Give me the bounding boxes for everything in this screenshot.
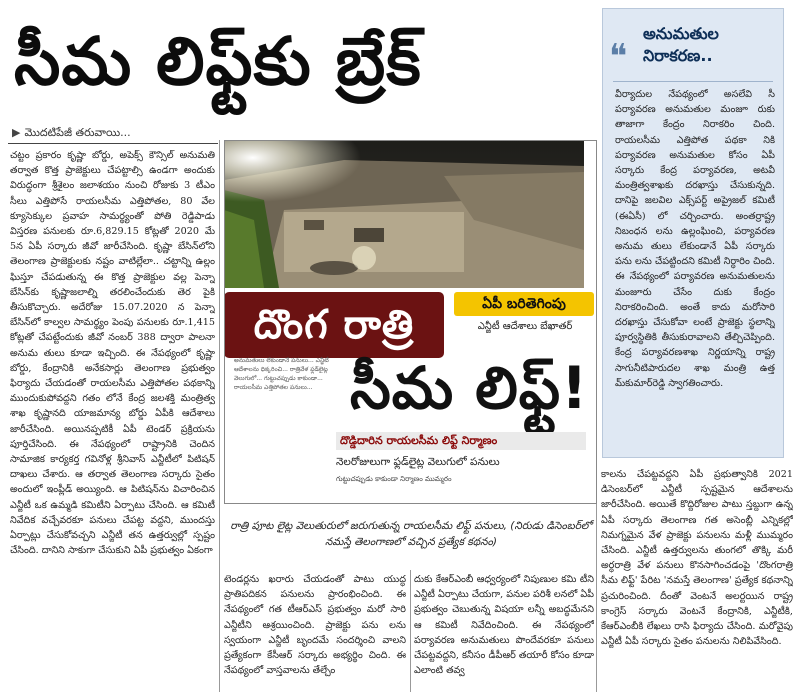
quote-icon: ❝: [609, 37, 628, 77]
subhead-1: దొడ్డిదారిన రాయలసీమ లిఫ్ట్ నిర్మాణం: [340, 434, 498, 447]
column-divider: [410, 570, 411, 692]
seema-lift-title: సీమ లిఫ్ట్!: [350, 354, 589, 422]
article-column-4: కాలను చేపట్టవద్దని ఏపీ ప్రభుత్వానికి 2021 డిసెంబర్‌లో ఎన్జీటీ స్పష్టమైన ఆదేశాలను జారీచేసింది. అయితే కొద్దిరోజుల పాటు స్తబ్దుగా ఉన్న ఏపీ సర్కారు తెలంగాణ గత అసెంబ్లీ ఎన్నికల్లో నిమగ్నమైన వేళ ప్రాజెక్టు పనులను మళ్లీ ముమ్మరం చేసింది. ఎన్జీటీ ఉత్తర్వులను తుంగలో తొక్కి మరీ అర్ధరాత్రి వేళ పనులు కొనసాగించడంపై 'దొంగరాత్రి సీమ లిఫ్ట్' పేరిట 'నమస్తే తెలంగాణ' ప్రత్యేక కథనాన్ని ప్రచురించింది. దీంతో వెంటనే అలర్టయిన రాష్ట్ర కాంగ్రెస్ సర్కారు వెంటనే కేంద్రానికి, ఎన్జీటీకి, కేఆర్ఎంబీకి లేఖలు రాసి ఫిర్యాదు చేసింది. మరోవైపు ఎన్జీటీ ఏపీ సర్కారు సైతం పనులను నిలిపివేసింది.: [601, 469, 793, 648]
sidebar-title: అనుమతుల నిరాకరణ..: [643, 24, 719, 65]
construction-site-photo: [224, 140, 584, 288]
ngt-line: ఎన్జీటీ ఆదేశాలు బేఖాతర్: [477, 321, 573, 332]
photo-caption: రాత్రి పూట లైట్ల వెలుతురులో జరుగుతున్న రాయలసీమ లిఫ్ట్ పనులు, (నిరుడు డిసెంబర్‌లో నమస్తే తెలంగాణలో వచ్చిన ప్రత్యేక కథనం): [230, 520, 592, 548]
kicker-rule: [8, 143, 218, 144]
ap-banner-text: ఏపీ బరితెగింపు: [482, 296, 566, 312]
sidebar-box: [602, 8, 784, 458]
column-divider: [219, 140, 220, 692]
clip-text: అనుమతులు లేకుండానే పనులు... ఎన్జీటీ ఆదేశాలను ధిక్కరించి... రాత్రివేళ ఫ్లడ్‌లైట్ల వెలుగులో... గుట్టుచప్పుడు కాకుండా... రాయలసీమ ఎత్తిపోతల పనులు...: [234, 357, 329, 391]
tiny-line: గుట్టుచప్పుడు కాకుండా నిర్మాణం ముమ్మరం: [336, 475, 452, 483]
headline: సీమ లిఫ్ట్‌కు బ్రేక్: [14, 23, 422, 100]
article-column-3: దుకు కేఆర్ఎంబీ ఆధ్వర్యంలో నిపుణుల కమి టీని ఎన్జీటీ ఏర్పాటు చేయగా, పనుల పరిశీ లనలో ఏపీ ప్రభుత్వం చెబుతున్న విషయా లన్నీ అబద్ధమేనని ఆ కమిటీ నివేదించింది. ఈ నేపథ్యంలో పర్యావరణ అనుమతులు పొందేవరకూ పనులు చేపట్టవద్దని, కనీసం డీపీఆర్ తయారీ కోసం కూడా ఎలాంటి తవ్వ: [414, 574, 594, 677]
kicker-text: మొదటిపేజీ తరువాయి...: [24, 126, 131, 139]
article-column-2: టెండర్లను ఖరారు చేయడంతో పాటు యుద్ధ ప్రాతిపదికన పనులను ప్రారంభించింది. ఈ నేపథ్యంలో గత టీఆర్ఎస్ ప్రభుత్వం మరో సారి ఎన్జీటీని ఆశ్రయించింది. ప్రాజెక్టు పను లను స్వయంగా ఎన్జీటీ బృందమే సందర్శించి వాలని ప్రత్యేకంగా కేసీఆర్ సర్కారు అభ్యర్థిం చింది. ఈ నేపథ్యంలో వాస్తవాలను తేల్చేం: [224, 574, 406, 677]
sidebar-rule: [613, 81, 773, 82]
article-column-1: చట్టం ప్రకారం కృష్ణా బోర్డు, అపెక్స్ కౌన్సిల్ అనుమతి తర్వాత కొత్త ప్రాజెక్టులు చేపట్టాల్సి ఉండగా అందుకు విరుద్ధంగా శ్రీశైలం జలాశయం నుంచి రోజుకు 3 టీఎం సీలు ఎత్తిపోసే రాయలసీమ ఎత్తిపోతల, 80 వేల క్యూసెక్కుల ప్రవాహ సామర్థ్యంతో పోతి రెడ్డిపాడు విస్తరణ పనులకు రూ.6,829.15 కోట్లతో 2020 మే 5న ఏపీ సర్కారు జీవో జారీచేసింది. కృష్ణా బేసిన్‌లోని తెలంగాణ ప్రాజెక్టులకు నష్టం వాటిల్లేలా.. చట్టాన్ని ఉల్లం ఘిస్తూ చేపడుతున్న ఈ కొత్త ప్రాజెక్టుల వల్ల పెన్నా బేసిన్‌కు కృష్ణాజలాల్ని తరలించేందుకు తెర పైకి తీసుకొచ్చారు. అదేరోజు 15.07.2020 న పెన్నా బేసిన్‌లో కాల్వల సామర్థ్యం పెంపు పనులకు రూ.1,415 కోట్లతో చేపట్టేందుకు జీవో నంబర్ 388 ద్వారా పాలనా అనుమ తులు కూడా ఇచ్చింది. ఈ నేపథ్యంలో కృష్ణా బోర్డు, కేంద్రానికి అనేకసార్లు తెలంగాణ ప్రభుత్వం ఫిర్యాదు చేయడంతో రాయలసీమ ఎత్తిపోతల పథకాన్ని ముందుకుపోవద్దని గతం లోనే కేంద్ర జలశక్తి మంత్రిత్వ శాఖ కృష్ణానది యాజమాన్య బోర్డు ఏపీకి ఆదేశాలు జారీచేసింది. అయినప్పటికీ ఏపీ టెండర్ ప్రక్రియను పూర్తిచేసింది. ఈ నేపథ్యంలో రాష్ట్రానికి చెందిన సామాజిక కార్యకర్త గవినోళ్ల శ్రీనివాస్ ఎన్జీటీలో పిటిషన్ దాఖలు చేశారు. ఆ తర్వాత తెలంగాణ సర్కారు సైతం అందులో ఇంప్లీడ్ అయ్యింది. ఆ పిటిషన్‌ను విచారించిన ఎన్జీటీ ఒక ఉమ్మడి కమిటీని ఏర్పాటు చేసింది. ఆ కమిటీ నివేదిక వచ్చేవరకూ పనులు చేపట్ట వద్దని, ముందస్తు ఏర్పాట్లు చేసుకోవచ్చని ఎన్జీటీ తన ఉత్తర్వుల్లో స్పష్టం చేసింది. దానిని సాకుగా చేసుకుని ఏపీ ప్రభుత్వం ఏకంగా: [10, 150, 215, 557]
special-story-graphic: [224, 290, 597, 502]
arrow-icon: ▶: [12, 126, 21, 139]
continued-from-kicker: [12, 126, 131, 142]
donga-ratri-text: దొంగ రాత్రి: [253, 302, 415, 348]
subhead-2: నెలరోజులుగా ఫ్లడ్‌లైట్ల వెలుగులో పనులు: [336, 456, 500, 468]
sidebar-text: వీర్యాదుల నేపథ్యంలో అసలేవి సీ పర్యావరణ అనుమతుల మంజూ రుకు తాజాగా కేంద్రం నిరాకరిం చింది. రాయలసీమ ఎత్తిపోత పథకా నికి పర్యావరణ అనుమతుల కోసం ఏపీ సర్కారు కేంద్ర పర్యావరణ, అటవీ మంత్రిత్వశాఖకు దరఖాస్తు చేసుకున్నది. దానిపై జలవిల ఎక్స్‌పర్ట్ అప్రైజల్ కమిటీ (ఈఏసీ) లో చర్చించారు. అంతర్రాష్ట్ర నిబంధన లను ఉల్లంఘించి, పర్యావరణ అనుమ తులు లేకుండానే ఏపీ సర్కారు పను లను చేపట్టిందని కమిటీ నిర్ధారిం చింది. ఈ నేపథ్యంలో పర్యావరణ అనుమతులను మంజూరు చేసేం దుకు కేంద్రం నిరాకరించింది. అంతే కాదు మరోసారి దరఖాస్తు చేసుకోవా లంటే ప్రాజెక్టు స్థలాన్ని పూర్వస్థితికి తీసుకురావాలని తేల్చిచెప్పింది. కేంద్ర పర్యావరణశాఖ నిర్ణయాన్ని రాష్ట్ర సాగునీటిపారుదల శాఖ మంత్రి ఉత్త మ్‌కుమార్‌రెడ్డి స్వాగతించారు.: [615, 89, 775, 389]
